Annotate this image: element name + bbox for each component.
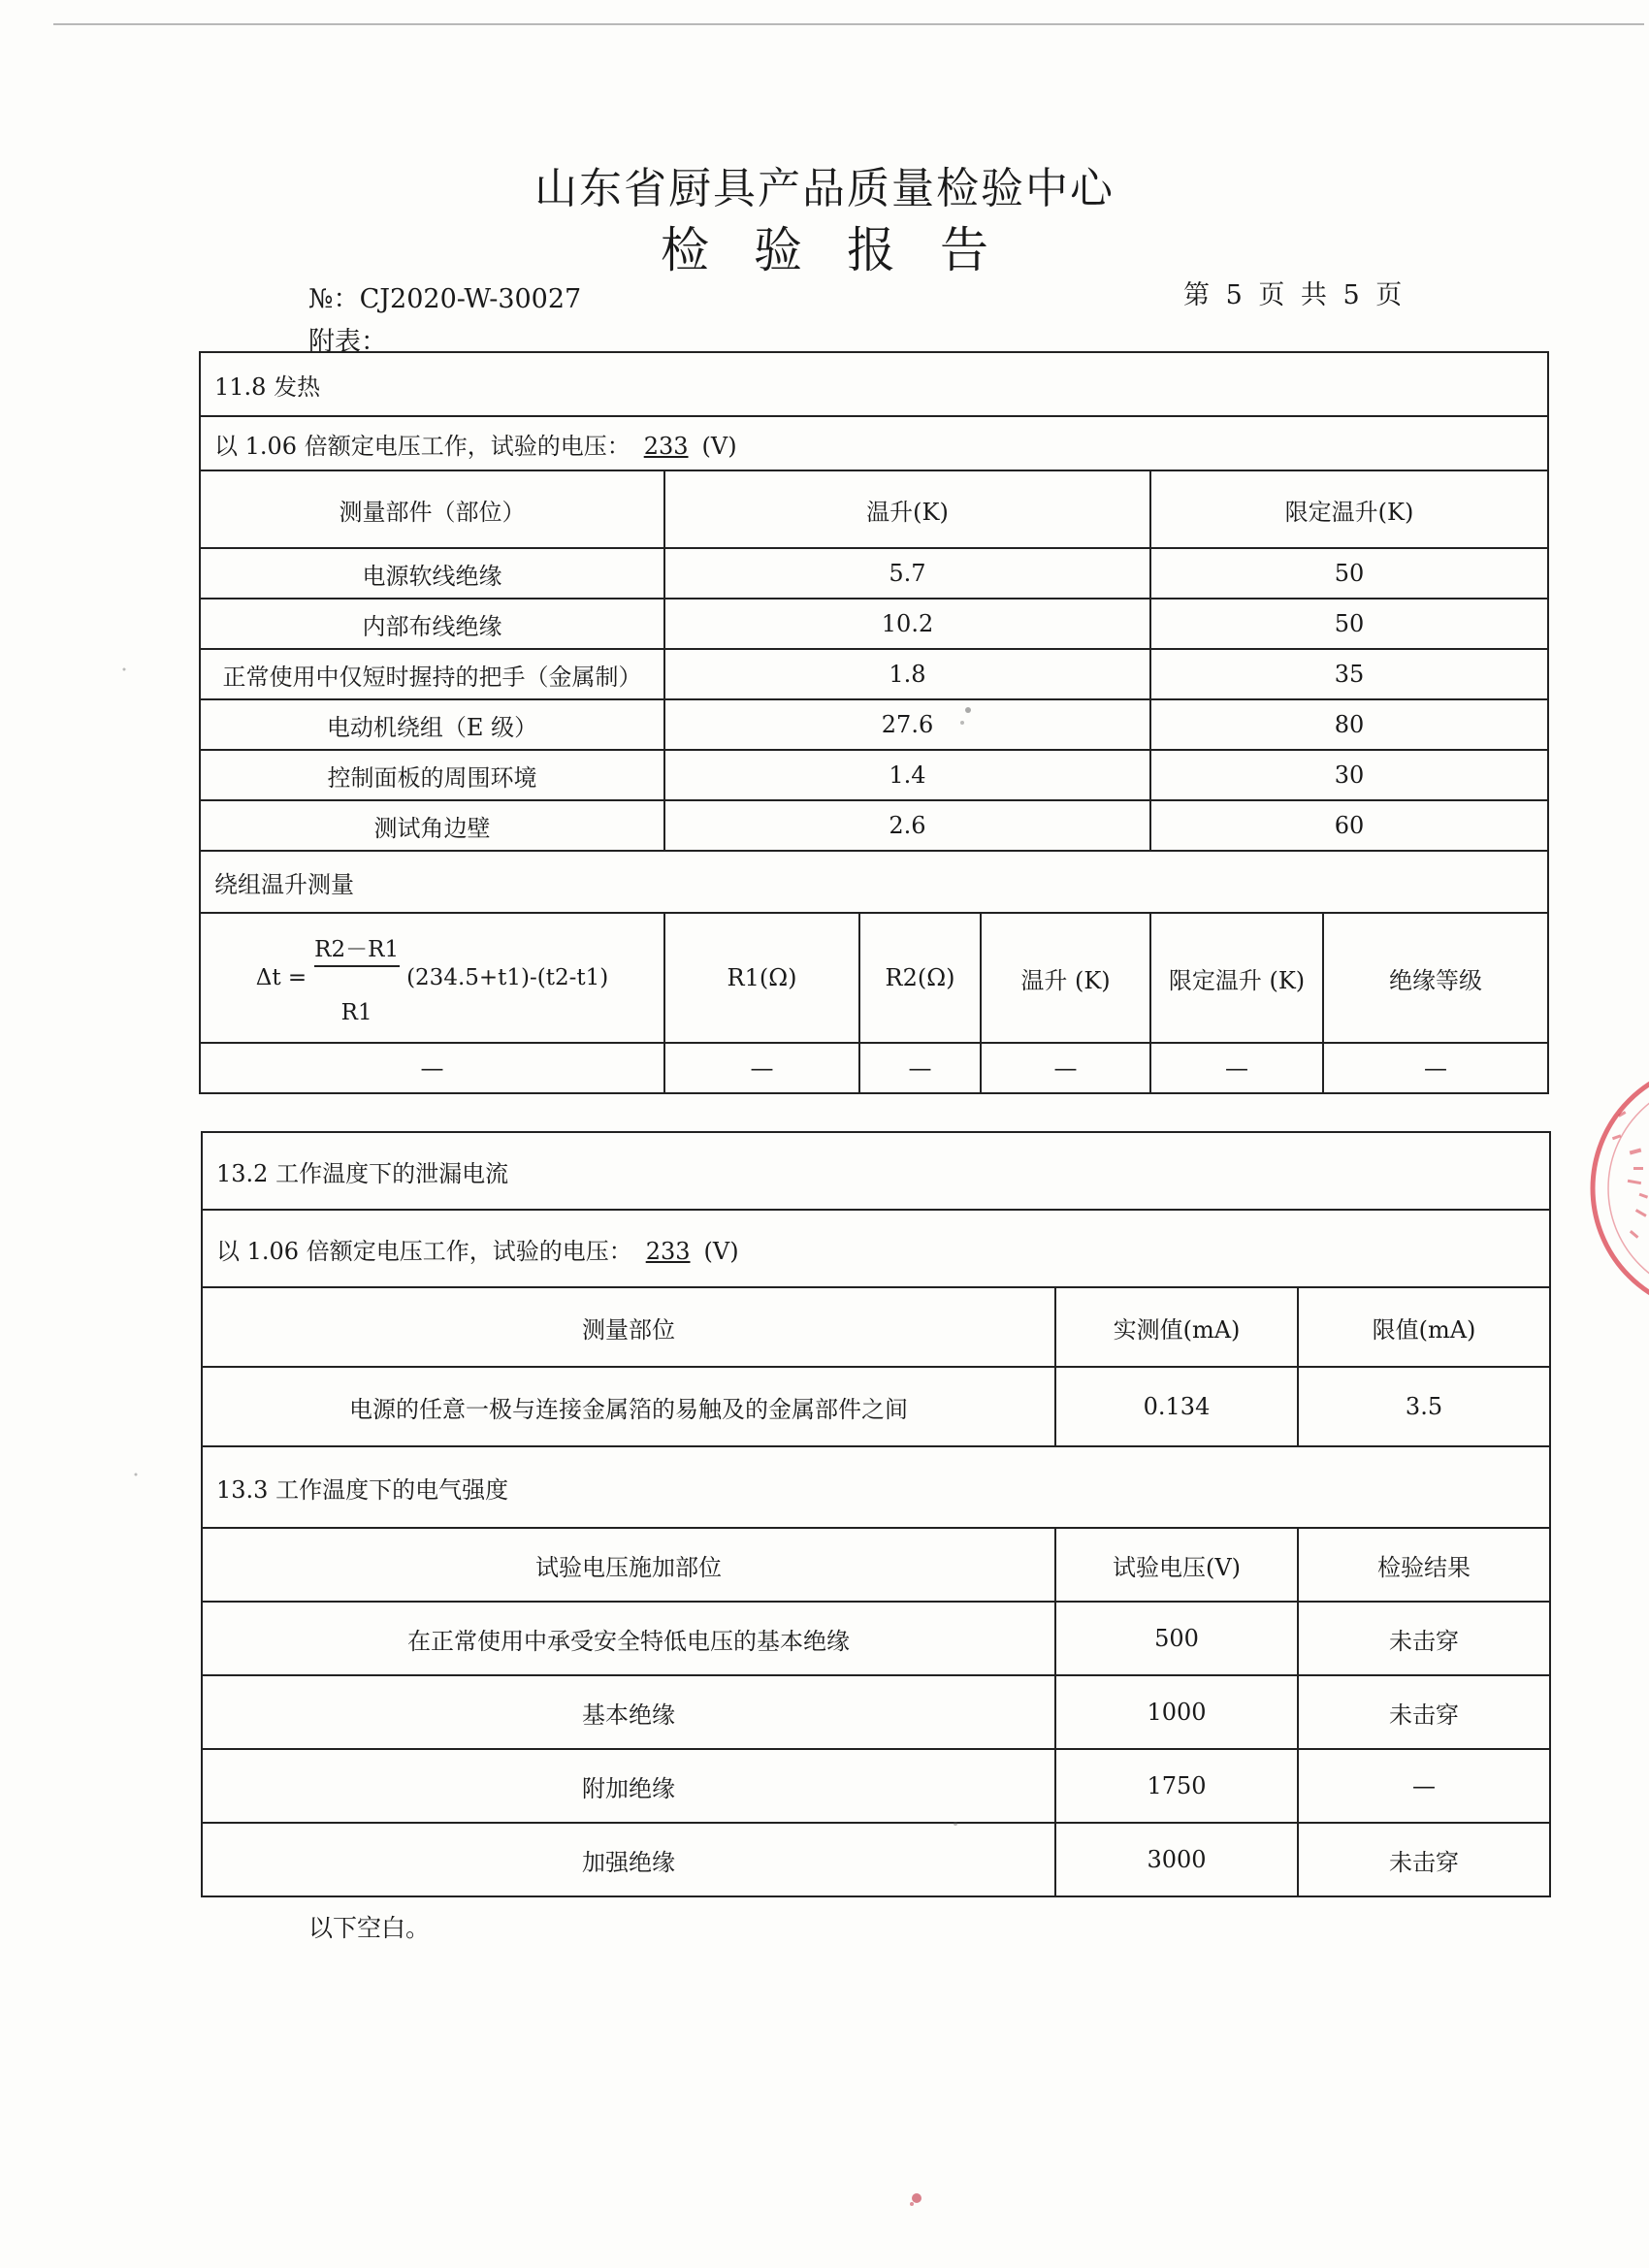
strength-voltage-cell: 500 [1055, 1602, 1298, 1675]
winding-value-cell: — [859, 1043, 981, 1093]
leakage-voltage-row [202, 1210, 1550, 1287]
winding-section-title: 绕组温升测量 [200, 851, 1548, 913]
strength-part-cell: 在正常使用中承受安全特低电压的基本绝缘 [202, 1602, 1055, 1675]
formula-denominator: R1 [340, 999, 372, 1025]
table-row [200, 599, 1548, 649]
heating-table [199, 351, 1549, 1094]
heating-rise-cell: 1.4 [664, 750, 1150, 800]
winding-value-cell: — [664, 1043, 859, 1093]
table-row [200, 699, 1548, 750]
leakage-part-cell: 电源的任意一极与连接金属箔的易触及的金属部件之间 [202, 1367, 1055, 1446]
leakage-limit-cell: 3.5 [1298, 1367, 1550, 1446]
strength-col-result: 检验结果 [1298, 1528, 1550, 1602]
report-number-label: №： [308, 284, 360, 314]
page-info: 第 5 页 共 5 页 [1183, 280, 1406, 310]
leakage-strength-table [201, 1131, 1551, 1897]
table-row [202, 1823, 1550, 1896]
heating-section-title: 11.8 发热 [200, 352, 1548, 416]
strength-result-cell: 未击穿 [1298, 1675, 1550, 1749]
winding-value-cell: — [1150, 1043, 1323, 1093]
heating-part-cell: 控制面板的周围环境 [200, 750, 664, 800]
report-number [308, 277, 581, 315]
leakage-voltage-cell [202, 1210, 1550, 1287]
winding-col-rise: 温升 (K) [981, 913, 1150, 1043]
leakage-section-row [202, 1132, 1550, 1210]
winding-value-cell: — [1323, 1043, 1548, 1093]
red-seal-stamp [1571, 1053, 1649, 1314]
heating-limit-cell: 80 [1150, 699, 1548, 750]
winding-col-limit: 限定温升 (K) [1150, 913, 1323, 1043]
winding-value-cell: — [200, 1043, 664, 1093]
heating-rise-cell: 1.8 [664, 649, 1150, 699]
heating-section-row [200, 352, 1548, 416]
heating-rise-cell: 2.6 [664, 800, 1150, 851]
heating-voltage-value: 233 [643, 432, 689, 460]
table-row [200, 750, 1548, 800]
table-row [202, 1675, 1550, 1749]
heating-col-limit: 限定温升(K) [1150, 470, 1548, 548]
winding-header-row [200, 913, 1548, 1043]
table-row [200, 800, 1548, 851]
strength-result-cell: — [1298, 1749, 1550, 1823]
scan-top-edge-line [53, 23, 1644, 25]
strength-result-cell: 未击穿 [1298, 1823, 1550, 1896]
heating-part-cell: 测试角边壁 [200, 800, 664, 851]
heating-limit-cell: 50 [1150, 548, 1548, 599]
strength-voltage-cell: 1750 [1055, 1749, 1298, 1823]
winding-formula [256, 931, 609, 1025]
heating-rise-cell: 10.2 [664, 599, 1150, 649]
report-title: 检验报告 [661, 222, 1033, 278]
heating-col-part: 测量部件（部位） [200, 470, 664, 548]
report-number-value: CJ2020-W-30027 [359, 284, 582, 314]
strength-voltage-cell: 1000 [1055, 1675, 1298, 1749]
winding-value-cell: — [981, 1043, 1150, 1093]
formula-fraction [310, 931, 403, 1025]
leakage-voltage-value: 233 [645, 1237, 691, 1265]
heating-limit-cell: 60 [1150, 800, 1548, 851]
org-title: 山东省厨具产品质量检验中心 [534, 164, 1115, 213]
winding-col-r1: R1(Ω) [664, 913, 859, 1043]
strength-part-cell: 基本绝缘 [202, 1675, 1055, 1749]
appendix-label: 附表： [308, 327, 387, 357]
leakage-measured-cell: 0.134 [1055, 1367, 1298, 1446]
heating-rise-cell: 27.6 [664, 699, 1150, 750]
table-row [202, 1749, 1550, 1823]
winding-col-class: 绝缘等级 [1323, 913, 1548, 1043]
heating-header-row [200, 470, 1548, 548]
formula-rhs: (234.5+t1)-(t2-t1) [406, 965, 609, 990]
leakage-col-part: 测量部位 [202, 1287, 1055, 1367]
heating-part-cell: 电源软线绝缘 [200, 548, 664, 599]
winding-section-row [200, 851, 1548, 913]
strength-header-row [202, 1528, 1550, 1602]
heating-part-cell: 电动机绕组（E 级） [200, 699, 664, 750]
strength-col-voltage: 试验电压(V) [1055, 1528, 1298, 1602]
heating-voltage-unit: (V) [701, 432, 737, 460]
leakage-header-row [202, 1287, 1550, 1367]
heating-rise-cell: 5.7 [664, 548, 1150, 599]
heating-col-rise: 温升(K) [664, 470, 1150, 548]
winding-values-row [200, 1043, 1548, 1093]
heating-voltage-row [200, 416, 1548, 470]
leakage-col-limit: 限值(mA) [1298, 1287, 1550, 1367]
winding-formula-cell [200, 913, 664, 1043]
heating-limit-cell: 35 [1150, 649, 1548, 699]
leakage-voltage-prefix: 以 1.06 倍额定电压工作，试验的电压： [216, 1237, 632, 1265]
leakage-col-measured: 实测值(mA) [1055, 1287, 1298, 1367]
formula-lhs: Δt = [255, 965, 307, 990]
heating-part-cell: 内部布线绝缘 [200, 599, 664, 649]
strength-voltage-cell: 3000 [1055, 1823, 1298, 1896]
heating-limit-cell: 30 [1150, 750, 1548, 800]
strength-result-cell: 未击穿 [1298, 1602, 1550, 1675]
leakage-section-title: 13.2 工作温度下的泄漏电流 [202, 1132, 1550, 1210]
strength-part-cell: 附加绝缘 [202, 1749, 1055, 1823]
leakage-voltage-unit: (V) [703, 1237, 739, 1265]
formula-numerator: R2－R1 [314, 936, 400, 962]
strength-section-title: 13.3 工作温度下的电气强度 [202, 1446, 1550, 1528]
table-row [202, 1367, 1550, 1446]
heating-voltage-prefix: 以 1.06 倍额定电压工作，试验的电压： [214, 432, 630, 460]
table-row [202, 1602, 1550, 1675]
strength-section-row [202, 1446, 1550, 1528]
heating-part-cell: 正常使用中仅短时握持的把手（金属制） [200, 649, 664, 699]
strength-part-cell: 加强绝缘 [202, 1823, 1055, 1896]
blank-note: 以下空白。 [308, 1914, 431, 1942]
strength-col-part: 试验电压施加部位 [202, 1528, 1055, 1602]
winding-col-r2: R2(Ω) [859, 913, 981, 1043]
heating-limit-cell: 50 [1150, 599, 1548, 649]
table-row [200, 548, 1548, 599]
heating-voltage-cell [200, 416, 1548, 470]
table-row [200, 649, 1548, 699]
